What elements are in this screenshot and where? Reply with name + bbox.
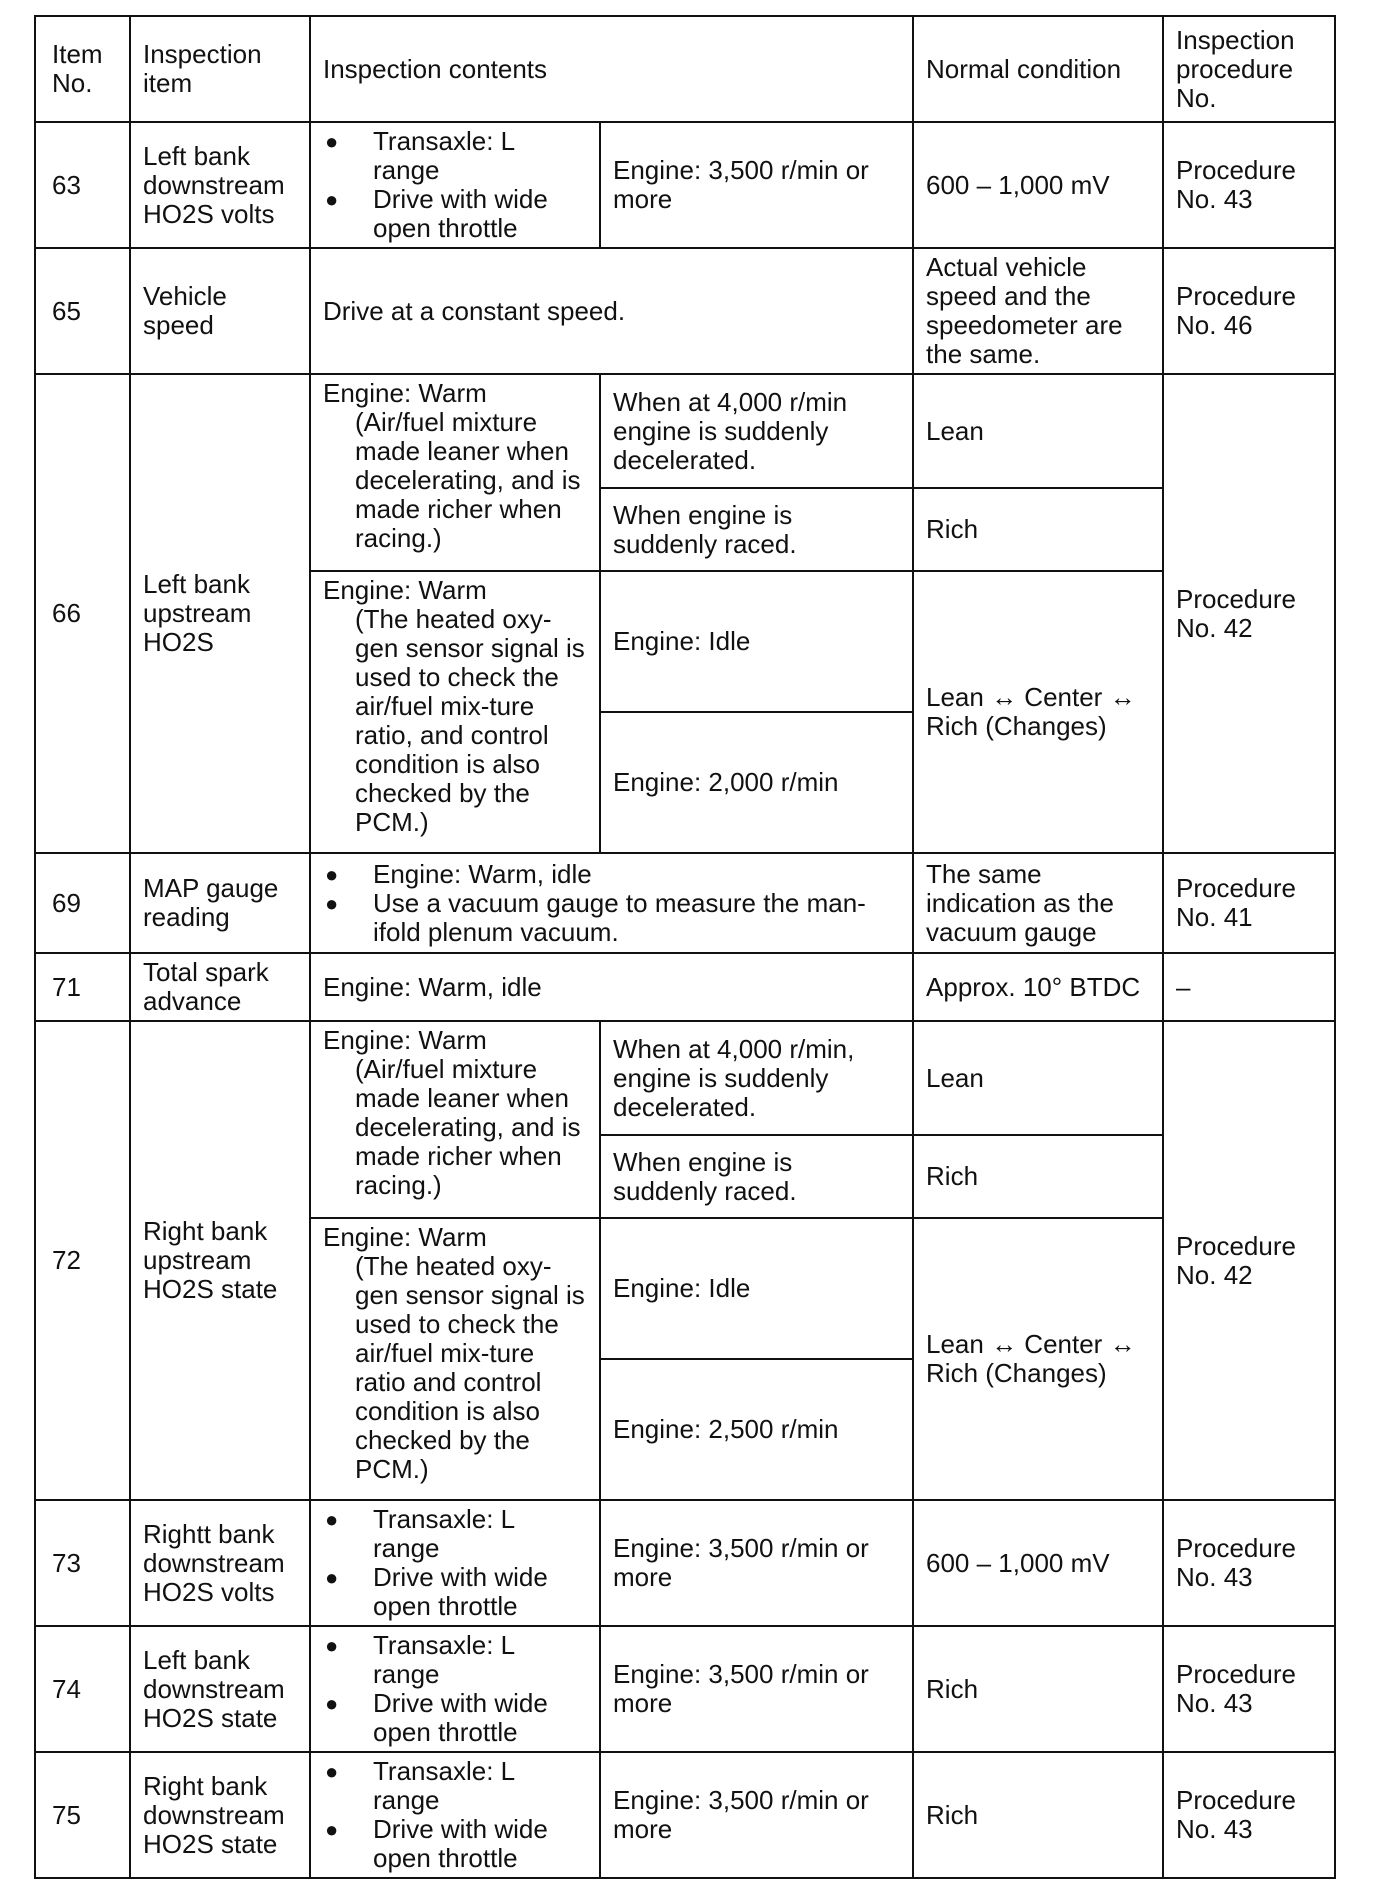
procedure-no: Procedure No. 46 bbox=[1163, 248, 1335, 374]
table-row-72 bbox=[35, 1021, 1335, 1135]
inspection-condition: Engine: 3,500 r/min or more bbox=[600, 1500, 913, 1626]
inspection-contents bbox=[310, 853, 913, 953]
contents-bullet: ● Use a vacuum gauge to measure the man-ifold plenum vacuum. bbox=[323, 889, 900, 947]
inspection-contents: Engine: Warm, idle bbox=[310, 953, 913, 1021]
item-no: 69 bbox=[35, 853, 130, 953]
header-item-no: Item No. bbox=[35, 16, 130, 122]
inspection-item: Total spark advance bbox=[130, 953, 310, 1021]
contents-bullet: ● Drive with wide open throttle bbox=[323, 1563, 587, 1621]
contents-bullet: ● Engine: Warm, idle bbox=[323, 860, 900, 889]
procedure-no: Procedure No. 42 bbox=[1163, 374, 1335, 853]
inspection-condition: Engine: 3,500 r/min or more bbox=[600, 1626, 913, 1752]
inspection-item: Rightt bank downstream HO2S volts bbox=[130, 1500, 310, 1626]
inspection-condition: When engine is suddenly raced. bbox=[600, 488, 913, 571]
inspection-item: Right bank upstream HO2S state bbox=[130, 1021, 310, 1500]
contents-bullet: ● Transaxle: L range bbox=[323, 1631, 587, 1689]
inspection-contents bbox=[310, 1500, 600, 1626]
normal-condition: Rich bbox=[913, 488, 1163, 571]
table-row-71 bbox=[35, 953, 1335, 1021]
procedure-no: Procedure No. 43 bbox=[1163, 122, 1335, 248]
inspection-condition: Engine: 3,500 r/min or more bbox=[600, 122, 913, 248]
normal-condition: Rich bbox=[913, 1626, 1163, 1752]
inspection-contents bbox=[310, 1021, 600, 1218]
inspection-condition: Engine: Idle bbox=[600, 571, 913, 712]
contents-heading: Engine: Warm bbox=[323, 575, 487, 605]
table-row-75 bbox=[35, 1752, 1335, 1878]
normal-condition: Lean bbox=[913, 1021, 1163, 1135]
inspection-condition: Engine: 2,000 r/min bbox=[600, 712, 913, 853]
normal-condition: Approx. 10° BTDC bbox=[913, 953, 1163, 1021]
contents-bullet: ● Transaxle: L range bbox=[323, 1757, 587, 1815]
contents-heading: Engine: Warm bbox=[323, 1025, 487, 1055]
contents-note: (The heated oxy-gen sensor signal is used to check the air/fuel mix-ture ratio and control condition is also checked by the PCM.) bbox=[355, 1251, 585, 1484]
item-no: 73 bbox=[35, 1500, 130, 1626]
contents-bullet: ● Transaxle: L range bbox=[323, 127, 587, 185]
inspection-contents bbox=[310, 1218, 600, 1500]
procedure-no: Procedure No. 42 bbox=[1163, 1021, 1335, 1500]
contents-note: (Air/fuel mixture made leaner when decelerating, and is made richer when racing.) bbox=[355, 1054, 581, 1200]
item-no: 74 bbox=[35, 1626, 130, 1752]
inspection-contents: Drive at a constant speed. bbox=[310, 248, 913, 374]
inspection-item: Left bank upstream HO2S bbox=[130, 374, 310, 853]
inspection-condition: When at 4,000 r/min engine is suddenly decelerated. bbox=[600, 374, 913, 488]
inspection-item: Left bank downstream HO2S state bbox=[130, 1626, 310, 1752]
inspection-item: Right bank downstream HO2S state bbox=[130, 1752, 310, 1878]
contents-note: (Air/fuel mixture made leaner when decelerating, and is made richer when racing.) bbox=[355, 407, 581, 553]
inspection-condition: When engine is suddenly raced. bbox=[600, 1135, 913, 1218]
item-no: 65 bbox=[35, 248, 130, 374]
inspection-condition: Engine: 2,500 r/min bbox=[600, 1359, 913, 1500]
contents-heading: Engine: Warm bbox=[323, 1222, 487, 1252]
contents-bullet: ● Drive with wide open throttle bbox=[323, 185, 587, 243]
normal-condition: Rich bbox=[913, 1752, 1163, 1878]
normal-condition: Rich bbox=[913, 1135, 1163, 1218]
inspection-contents bbox=[310, 374, 600, 571]
table-row-63 bbox=[35, 122, 1335, 248]
inspection-contents bbox=[310, 122, 600, 248]
normal-condition: The same indication as the vacuum gauge bbox=[913, 853, 1163, 953]
header-procedure-no: Inspection procedure No. bbox=[1163, 16, 1335, 122]
procedure-no: – bbox=[1163, 953, 1335, 1021]
inspection-condition: When at 4,000 r/min, engine is suddenly decelerated. bbox=[600, 1021, 913, 1135]
item-no: 71 bbox=[35, 953, 130, 1021]
item-no: 75 bbox=[35, 1752, 130, 1878]
inspection-contents bbox=[310, 1752, 600, 1878]
procedure-no: Procedure No. 41 bbox=[1163, 853, 1335, 953]
table-row-74 bbox=[35, 1626, 1335, 1752]
procedure-no: Procedure No. 43 bbox=[1163, 1500, 1335, 1626]
header-inspection-item: Inspection item bbox=[130, 16, 310, 122]
item-no: 72 bbox=[35, 1021, 130, 1500]
normal-condition: 600 – 1,000 mV bbox=[913, 1500, 1163, 1626]
table-row-73 bbox=[35, 1500, 1335, 1626]
inspection-contents bbox=[310, 571, 600, 853]
header-inspection-contents: Inspection contents bbox=[310, 16, 913, 122]
table-header-row bbox=[35, 16, 1335, 122]
header-normal-condition: Normal condition bbox=[913, 16, 1163, 122]
inspection-contents bbox=[310, 1626, 600, 1752]
table-row-69 bbox=[35, 853, 1335, 953]
inspection-table bbox=[34, 15, 1336, 1879]
normal-condition: Lean bbox=[913, 374, 1163, 488]
inspection-item: MAP gauge reading bbox=[130, 853, 310, 953]
contents-bullet: ● Drive with wide open throttle bbox=[323, 1815, 587, 1873]
procedure-no: Procedure No. 43 bbox=[1163, 1752, 1335, 1878]
contents-bullet: ● Drive with wide open throttle bbox=[323, 1689, 587, 1747]
item-no: 66 bbox=[35, 374, 130, 853]
contents-bullet: ● Transaxle: L range bbox=[323, 1505, 587, 1563]
inspection-condition: Engine: 3,500 r/min or more bbox=[600, 1752, 913, 1878]
normal-condition: Actual vehicle speed and the speedometer are the same. bbox=[913, 248, 1163, 374]
contents-heading: Engine: Warm bbox=[323, 378, 487, 408]
table-row-65 bbox=[35, 248, 1335, 374]
inspection-item: Left bank downstream HO2S volts bbox=[130, 122, 310, 248]
normal-condition: Lean ↔ Center ↔ Rich (Changes) bbox=[913, 571, 1163, 853]
inspection-item: Vehicle speed bbox=[130, 248, 310, 374]
table-row-66 bbox=[35, 374, 1335, 488]
normal-condition: 600 – 1,000 mV bbox=[913, 122, 1163, 248]
normal-condition: Lean ↔ Center ↔ Rich (Changes) bbox=[913, 1218, 1163, 1500]
inspection-condition: Engine: Idle bbox=[600, 1218, 913, 1359]
procedure-no: Procedure No. 43 bbox=[1163, 1626, 1335, 1752]
item-no: 63 bbox=[35, 122, 130, 248]
contents-note: (The heated oxy-gen sensor signal is used to check the air/fuel mix-ture ratio, and control condition is also checked by the PCM.) bbox=[355, 604, 585, 837]
